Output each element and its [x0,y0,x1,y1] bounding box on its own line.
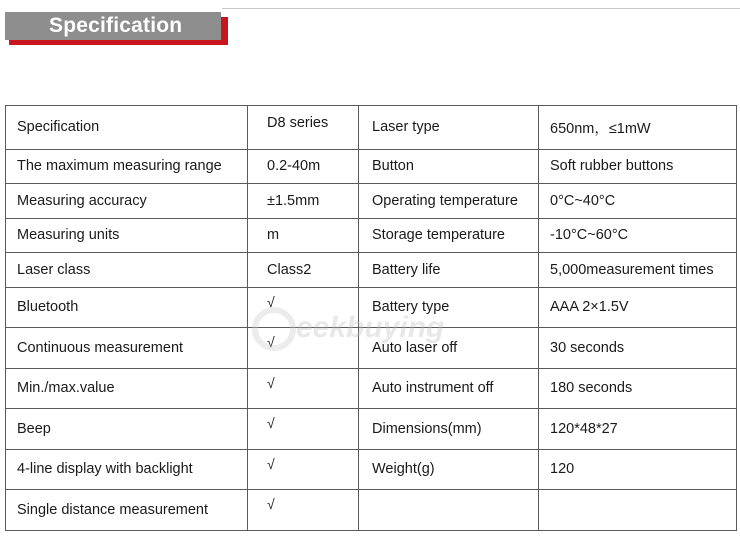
watermark-text: eekbuying [296,311,445,344]
spec-value [539,490,737,531]
spec-value: 180 seconds [539,368,737,409]
table-row [6,328,737,369]
spec-value: -10°C~60°C [539,218,737,253]
spec-label: Bluetooth [6,287,248,328]
spec-label: Specification [6,106,248,150]
check-mark-icon: √ [248,490,359,531]
table-row [6,490,737,531]
header-divider-line [222,8,740,9]
spec-label: Beep [6,409,248,450]
spec-label: Weight(g) [359,449,539,490]
spec-value: 650nm，≤1mW [539,106,737,150]
spec-value: AAA 2×1.5V [539,287,737,328]
spec-label [359,490,539,531]
spec-value: 0°C~40°C [539,184,737,219]
table-row [6,368,737,409]
spec-value: 120*48*27 [539,409,737,450]
spec-value: 30 seconds [539,328,737,369]
spec-value: 5,000measurement times [539,253,737,288]
spec-value: 120 [539,449,737,490]
table-row [6,449,737,490]
spec-label: Battery life [359,253,539,288]
table-row [6,253,737,288]
spec-value: D8 series [248,106,359,150]
table-row [6,218,737,253]
spec-label: Laser type [359,106,539,150]
table-row [6,106,737,150]
section-title: Specification [5,12,221,40]
spec-label: Auto laser off [359,328,539,369]
spec-value: 0.2-40m [248,149,359,184]
spec-label: Operating temperature [359,184,539,219]
spec-label: 4-line display with backlight [6,449,248,490]
spec-label: The maximum measuring range [6,149,248,184]
check-mark-icon: √ [248,409,359,450]
table-row [6,409,737,450]
spec-label: Button [359,149,539,184]
spec-label: Dimensions(mm) [359,409,539,450]
spec-value: Class2 [248,253,359,288]
spec-label: Auto instrument off [359,368,539,409]
spec-value: ±1.5mm [248,184,359,219]
spec-label: Single distance measurement [6,490,248,531]
check-mark-icon: √ [248,449,359,490]
check-mark-icon: √ [248,328,359,369]
table-row [6,184,737,219]
spec-value: Soft rubber buttons [539,149,737,184]
spec-label: Battery type [359,287,539,328]
check-mark-icon: √ [248,368,359,409]
spec-label: Continuous measurement [6,328,248,369]
check-mark-icon: √ [248,287,359,328]
spec-label: Laser class [6,253,248,288]
table-row [6,149,737,184]
table-row [6,287,737,328]
spec-label: Min./max.value [6,368,248,409]
specification-table [5,105,737,531]
spec-label: Measuring units [6,218,248,253]
spec-value: m [248,218,359,253]
spec-label: Measuring accuracy [6,184,248,219]
spec-label: Storage temperature [359,218,539,253]
